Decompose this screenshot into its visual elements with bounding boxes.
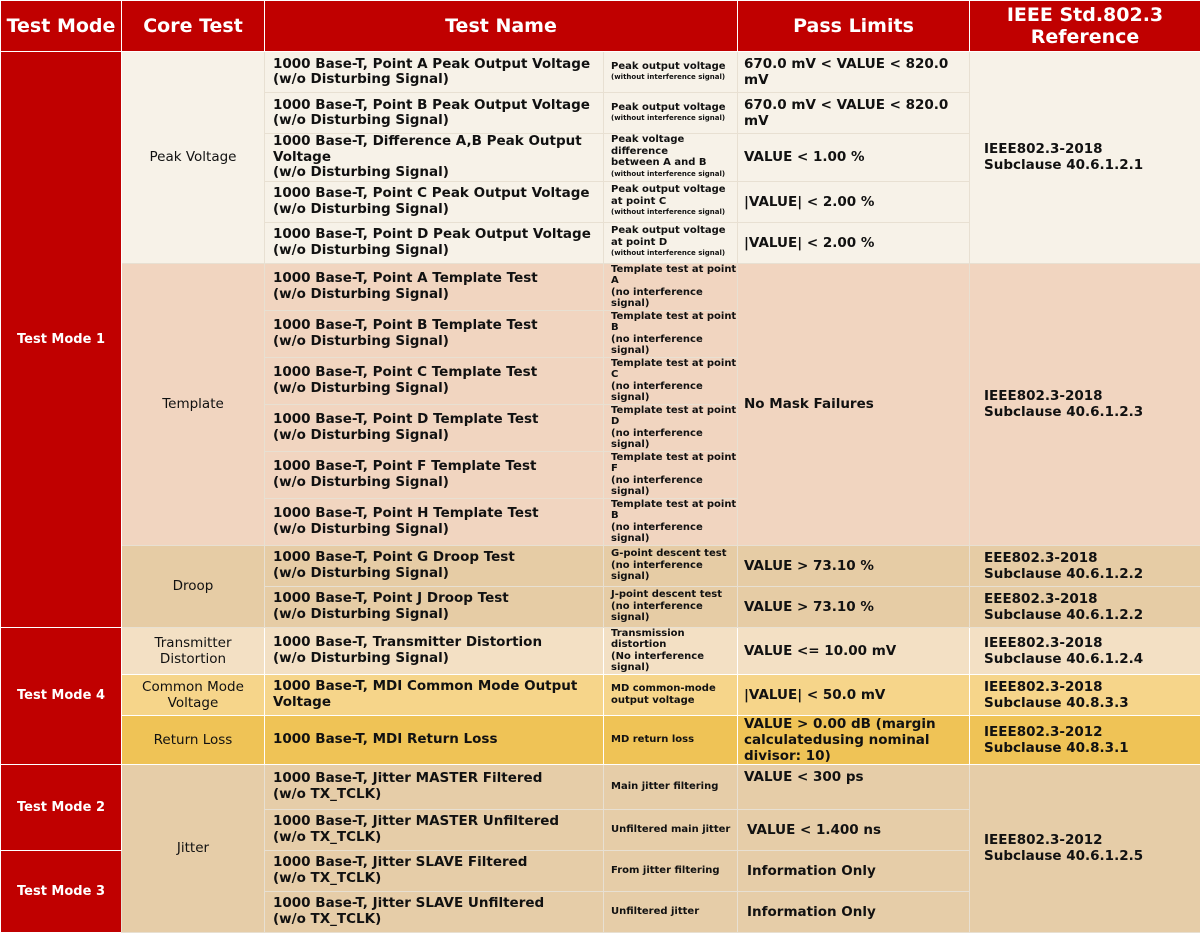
- test-description: Peak output voltage (without interference signal): [604, 52, 738, 93]
- table-row: [1, 627, 1200, 674]
- table-row: [1, 764, 1200, 809]
- col-header-test-name: Test Name: [265, 1, 738, 52]
- pass-limit: VALUE > 73.10 %: [738, 586, 970, 627]
- pass-limit: VALUE < 300 ps: [738, 764, 970, 809]
- col-header-pass-limits: Pass Limits: [738, 1, 970, 52]
- test-description: Template test at point A (no interference signal): [604, 263, 738, 310]
- core-test-droop: Droop: [122, 545, 265, 627]
- test-description: Unfiltered main jitter: [604, 809, 738, 850]
- test-name: 1000 Base-T, Jitter SLAVE Filtered (w/o TX_TCLK): [265, 850, 604, 891]
- test-description: MD return loss: [604, 715, 738, 764]
- reference: EEE802.3-2018 Subclause 40.6.1.2.2: [970, 586, 1200, 627]
- test-name: 1000 Base-T, MDI Common Mode Output Voltage: [265, 674, 604, 715]
- test-name: 1000 Base-T, Point D Peak Output Voltage (w/o Disturbing Signal): [265, 222, 604, 263]
- pass-limit: Information Only: [738, 891, 970, 932]
- test-description: Main jitter filtering: [604, 764, 738, 809]
- pass-limit: VALUE < 1.400 ns: [738, 809, 970, 850]
- pass-limit: VALUE > 73.10 %: [738, 545, 970, 586]
- core-test-transmitter-distortion: Transmitter Distortion: [122, 627, 265, 674]
- test-description: Peak output voltage at point D (without interference signal): [604, 222, 738, 263]
- core-test-jitter: Jitter: [122, 764, 265, 932]
- test-name: 1000 Base-T, Point C Template Test (w/o Disturbing Signal): [265, 357, 604, 404]
- test-name: 1000 Base-T, MDI Return Loss: [265, 715, 604, 764]
- core-test-common-mode-voltage: Common Mode Voltage: [122, 674, 265, 715]
- col-header-reference: IEEE Std.802.3 Reference: [970, 1, 1200, 52]
- test-description: Transmission distortion (No interference signal): [604, 627, 738, 674]
- pass-limit: 670.0 mV < VALUE < 820.0 mV: [738, 93, 970, 134]
- reference-template: IEEE802.3-2018 Subclause 40.6.1.2.3: [970, 263, 1200, 545]
- test-description: Template test at point F (no interference signal): [604, 451, 738, 498]
- test-name: 1000 Base-T, Difference A,B Peak Output Voltage (w/o Disturbing Signal): [265, 134, 604, 182]
- test-description: Unfiltered jitter: [604, 891, 738, 932]
- test-name: 1000 Base-T, Jitter MASTER Filtered (w/o TX_TCLK): [265, 764, 604, 809]
- core-test-peak-voltage: Peak Voltage: [122, 52, 265, 264]
- col-header-core-test: Core Test: [122, 1, 265, 52]
- reference: IEEE802.3-2012 Subclause 40.8.3.1: [970, 715, 1200, 764]
- pass-limit: Information Only: [738, 850, 970, 891]
- pass-limit: VALUE <= 10.00 mV: [738, 627, 970, 674]
- reference: IEEE802.3-2018 Subclause 40.8.3.3: [970, 674, 1200, 715]
- col-header-test-mode: Test Mode: [1, 1, 122, 52]
- test-mode-2-cell: Test Mode 2: [1, 764, 122, 850]
- test-description: From jitter filtering: [604, 850, 738, 891]
- table-row: [1, 263, 1200, 310]
- reference: EEE802.3-2018 Subclause 40.6.1.2.2: [970, 545, 1200, 586]
- pass-limit: VALUE < 1.00 %: [738, 134, 970, 182]
- table-row: [1, 715, 1200, 764]
- header-row: [1, 1, 1200, 52]
- test-name: 1000 Base-T, Point H Template Test (w/o Disturbing Signal): [265, 498, 604, 545]
- test-name: 1000 Base-T, Transmitter Distortion (w/o Disturbing Signal): [265, 627, 604, 674]
- test-name: 1000 Base-T, Point B Peak Output Voltage (w/o Disturbing Signal): [265, 93, 604, 134]
- test-description: Peak voltage difference between A and B (without interference signal): [604, 134, 738, 182]
- pass-limit: |VALUE| < 2.00 %: [738, 181, 970, 222]
- test-description: J-point descent test (no interference signal): [604, 586, 738, 627]
- test-name: 1000 Base-T, Jitter SLAVE Unfiltered (w/o TX_TCLK): [265, 891, 604, 932]
- test-mode-4-cell: Test Mode 4: [1, 627, 122, 764]
- test-name: 1000 Base-T, Point C Peak Output Voltage (w/o Disturbing Signal): [265, 181, 604, 222]
- test-description: Template test at point C (no interference signal): [604, 357, 738, 404]
- test-description: G-point descent test (no interference signal): [604, 545, 738, 586]
- pass-limit-template: No Mask Failures: [738, 263, 970, 545]
- test-description: Template test at point B (no interference signal): [604, 498, 738, 545]
- test-mode-3-cell: Test Mode 3: [1, 850, 122, 932]
- test-name: 1000 Base-T, Point A Peak Output Voltage (w/o Disturbing Signal): [265, 52, 604, 93]
- table-row: [1, 674, 1200, 715]
- test-name: 1000 Base-T, Jitter MASTER Unfiltered (w/o TX_TCLK): [265, 809, 604, 850]
- core-test-template: Template: [122, 263, 265, 545]
- core-test-return-loss: Return Loss: [122, 715, 265, 764]
- pass-limit: |VALUE| < 50.0 mV: [738, 674, 970, 715]
- test-name: 1000 Base-T, Point F Template Test (w/o Disturbing Signal): [265, 451, 604, 498]
- test-name: 1000 Base-T, Point A Template Test (w/o Disturbing Signal): [265, 263, 604, 310]
- reference-jitter: IEEE802.3-2012 Subclause 40.6.1.2.5: [970, 764, 1200, 932]
- pass-limit: |VALUE| < 2.00 %: [738, 222, 970, 263]
- table-row: [1, 52, 1200, 93]
- reference: IEEE802.3-2018 Subclause 40.6.1.2.4: [970, 627, 1200, 674]
- test-description: Peak output voltage at point C (without interference signal): [604, 181, 738, 222]
- table-row: [1, 545, 1200, 586]
- test-name: 1000 Base-T, Point J Droop Test (w/o Disturbing Signal): [265, 586, 604, 627]
- test-mode-1-cell: Test Mode 1: [1, 52, 122, 628]
- test-name: 1000 Base-T, Point D Template Test (w/o Disturbing Signal): [265, 404, 604, 451]
- test-name: 1000 Base-T, Point B Template Test (w/o Disturbing Signal): [265, 310, 604, 357]
- test-description: Peak output voltage (without interference signal): [604, 93, 738, 134]
- test-description: Template test at point B (no interference signal): [604, 310, 738, 357]
- pass-limit: 670.0 mV < VALUE < 820.0 mV: [738, 52, 970, 93]
- test-name: 1000 Base-T, Point G Droop Test (w/o Disturbing Signal): [265, 545, 604, 586]
- test-description: Template test at point D (no interference signal): [604, 404, 738, 451]
- reference-peak-voltage: IEEE802.3-2018 Subclause 40.6.1.2.1: [970, 52, 1200, 264]
- test-description: MD common-mode output voltage: [604, 674, 738, 715]
- pass-limit: VALUE > 0.00 dB (margin calculatedusing nominal divisor: 10): [738, 715, 970, 764]
